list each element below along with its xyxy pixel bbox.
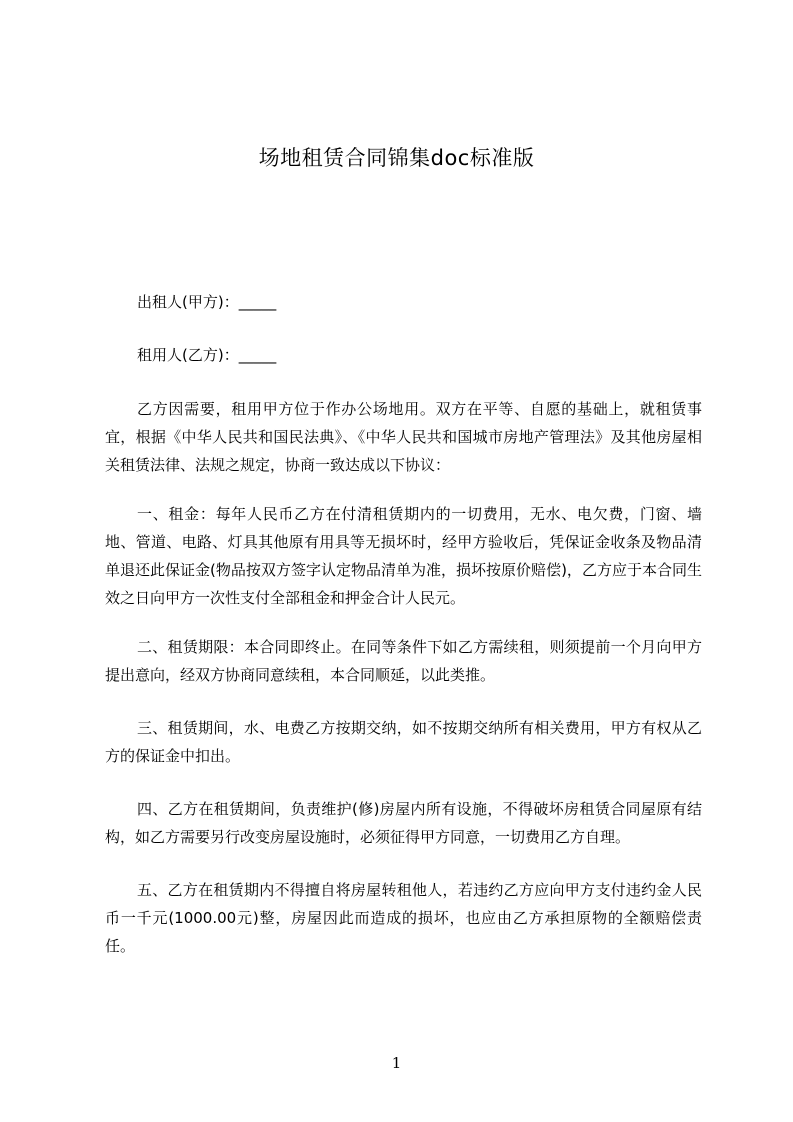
- preamble-paragraph: 乙方因需要，租用甲方位于作办公场地用。双方在平等、自愿的基础上，就租赁事宜，根据《中华人民共和国民法典》、《中华人民共和国城市房地产管理法》及其他房屋相关租赁法律、法规之规定，协商一致达成以下协议：: [105, 400, 702, 474]
- clause-term-paragraph: 二、租赁期限：本合同即终止。在同等条件下如乙方需续租，则须提前一个月向甲方提出意向，经双方协商同意续租，本合同顺延，以此类推。: [105, 638, 702, 684]
- page-number: 1: [391, 1054, 402, 1072]
- clause-sublease-paragraph: 五、乙方在租赁期内不得擅自将房屋转租他人，若违约乙方应向甲方支付违约金人民币一千元(1000.00元)整，房屋因此而造成的损坏，也应由乙方承担原物的全额赔偿责任。: [105, 881, 702, 955]
- lessor-field: 出租人(甲方)：_____: [137, 293, 277, 311]
- clause-utilities-paragraph: 三、租赁期间，水、电费乙方按期交纳，如不按期交纳所有相关费用，甲方有权从乙方的保证金中扣出。: [105, 719, 702, 765]
- lessee-field: 租用人(乙方)：_____: [137, 346, 277, 364]
- clause-rent-paragraph: 一、租金：每年人民币乙方在付清租赁期内的一切费用，无水、电欠费，门窗、墙地、管道、电路、灯具其他原有用具等无损坏时，经甲方验收后，凭保证金收条及物品清单退还此保证金(物品按双方签字认定物品清单为准，损坏按原价赔偿)，乙方应于本合同生效之日向甲方一次性支付全部租金和押金合计人民元。: [105, 505, 702, 607]
- document-title: 场地租赁合同锦集doc标准版: [258, 146, 535, 170]
- clause-maintenance-paragraph: 四、乙方在租赁期间，负责维护(修)房屋内所有设施，不得破坏房租赁合同屋原有结构，如乙方需要另行改变房屋设施时，必须征得甲方同意，一切费用乙方自理。: [105, 800, 702, 846]
